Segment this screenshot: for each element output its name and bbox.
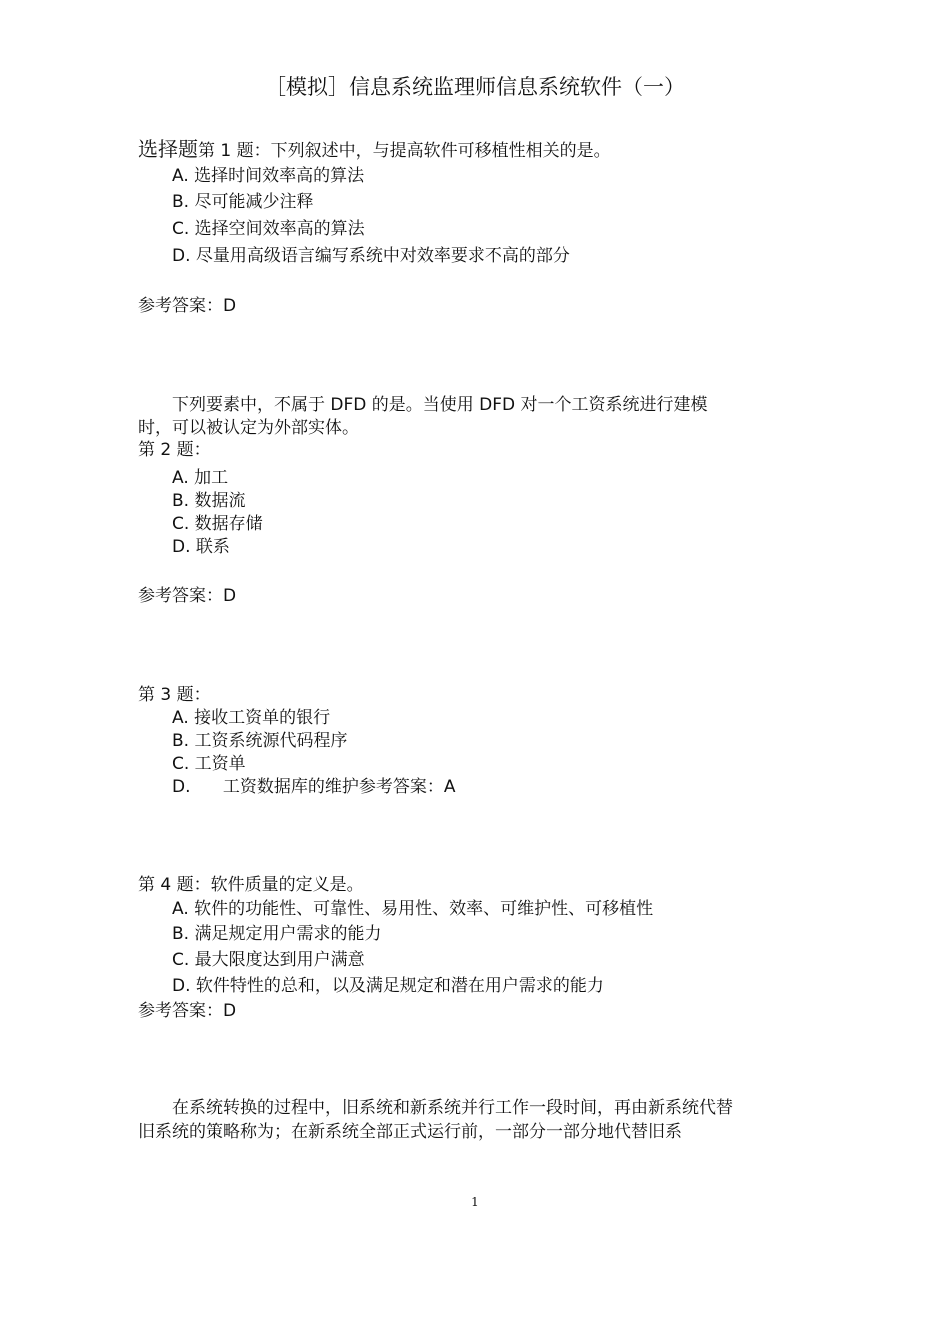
question-2-intro-line-1: 下列要素中，不属于 DFD 的是。当使用 DFD 对一个工资系统进行建模 bbox=[172, 395, 708, 415]
question-4-answer: 参考答案：D bbox=[138, 1001, 237, 1021]
question-2-option-b: B. 数据流 bbox=[172, 491, 246, 511]
question-2-intro-line-2: 时，可以被认定为外部实体。 bbox=[138, 418, 359, 438]
question-1-option-b: B. 尽可能减少注释 bbox=[172, 192, 314, 212]
question-4-option-d: D. 软件特性的总和，以及满足规定和潜在用户需求的能力 bbox=[172, 976, 604, 996]
question-4-option-c: C. 最大限度达到用户满意 bbox=[172, 950, 365, 970]
question-3-option-a: A. 接收工资单的银行 bbox=[172, 708, 331, 728]
question-5-intro-line-2: 旧系统的策略称为；在新系统全部正式运行前，一部分一部分地代替旧系 bbox=[138, 1122, 682, 1142]
question-2-option-d: D. 联系 bbox=[172, 537, 230, 557]
question-3-stem: 第 3 题： bbox=[138, 685, 211, 705]
question-2-option-a: A. 加工 bbox=[172, 468, 229, 488]
question-2-stem: 第 2 题： bbox=[138, 440, 211, 460]
document-title: ［模拟］信息系统监理师信息系统软件（一） bbox=[265, 75, 685, 99]
question-1-option-c: C. 选择空间效率高的算法 bbox=[172, 219, 365, 239]
question-1-answer: 参考答案：D bbox=[138, 296, 237, 316]
question-1-option-d: D. 尽量用高级语言编写系统中对效率要求不高的部分 bbox=[172, 246, 570, 266]
section-label: 选择题 bbox=[138, 137, 198, 161]
question-5-intro-line-1: 在系统转换的过程中，旧系统和新系统并行工作一段时间，再由新系统代替 bbox=[172, 1098, 733, 1118]
question-3-option-b: B. 工资系统源代码程序 bbox=[172, 731, 348, 751]
question-4-option-b: B. 满足规定用户需求的能力 bbox=[172, 924, 382, 944]
question-3-option-c: C. 工资单 bbox=[172, 754, 246, 774]
question-3-option-d-with-answer: D. 工资数据库的维护参考答案：A bbox=[172, 777, 456, 797]
page-number: 1 bbox=[471, 1195, 479, 1209]
question-4-option-a: A. 软件的功能性、可靠性、易用性、效率、可维护性、可移植性 bbox=[172, 899, 654, 919]
question-2-answer: 参考答案：D bbox=[138, 586, 237, 606]
question-1-option-a: A. 选择时间效率高的算法 bbox=[172, 166, 365, 186]
question-1-heading bbox=[138, 139, 611, 161]
question-2-option-c: C. 数据存储 bbox=[172, 514, 263, 534]
question-4-stem: 第 4 题：软件质量的定义是。 bbox=[138, 875, 364, 895]
question-1-stem: 第 1 题：下列叙述中，与提高软件可移植性相关的是。 bbox=[198, 141, 611, 161]
